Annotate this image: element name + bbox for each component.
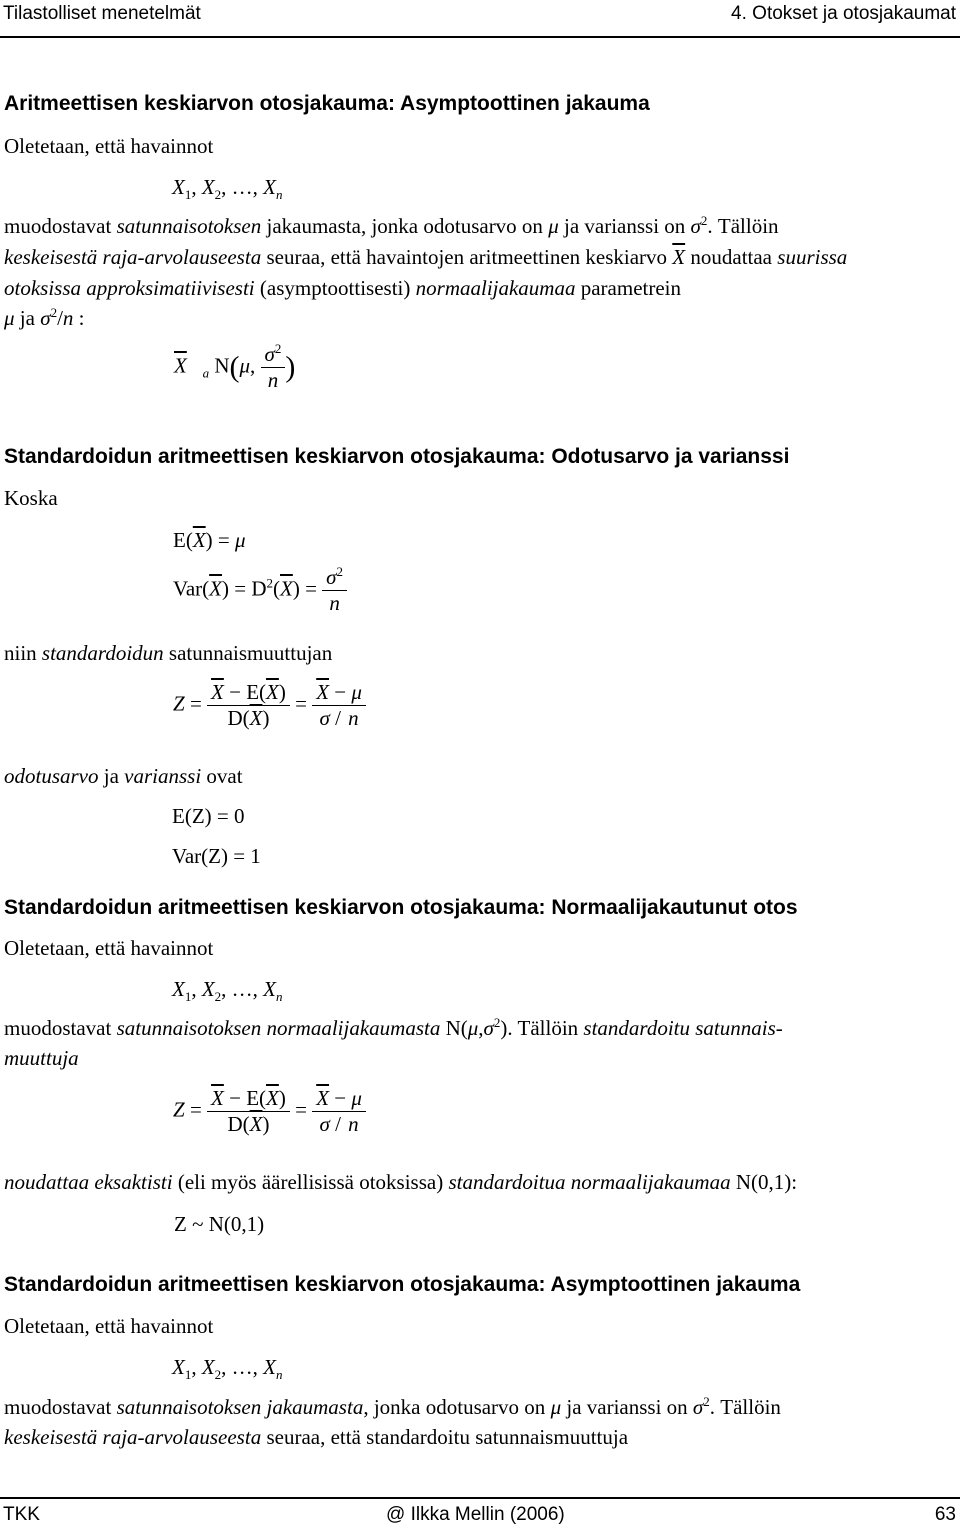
section-3-text-line-1: muodostavat satunnaisotoksen normaalijakaumasta $N(\mu,\sigma^2)$. Tällöin standardoitu satunnais- [4, 1015, 783, 1040]
section-3-text-line-2: muuttuja [4, 1046, 79, 1070]
footer-institution: TKK [3, 1504, 40, 1525]
page-number: 63 [934, 1504, 956, 1525]
expectation-of-z: E(Z) = 0 [172, 804, 245, 828]
section-1-asymptotic-formula: $\overline{X}$ $_a$ N(μ, $\frac{\sigma^2}{n}$ ) [174, 341, 296, 392]
section-1-text-line-4: μ ja $\sigma^2/n$ : [4, 305, 85, 330]
section-3-observations: $X_1$, $X_2$, …, $X_n$ [172, 977, 283, 1005]
expectation-formula: $E(\overline{X}) = \mu$ [173, 528, 246, 552]
section-1-intro: Oletetaan, että havainnot [4, 134, 214, 158]
section-2-heading: Standardoidun aritmeettisen keskiarvon otosjakauma: Odotusarvo ja varianssi [4, 445, 790, 468]
section-4-text-line-1: muodostavat satunnaisotoksen jakaumasta, jonka odotusarvo on μ ja varianssi on $\sigma^2$. Tällöin [4, 1394, 781, 1419]
header-rule [0, 36, 960, 38]
section-4-observations: $X_1$, $X_2$, …, $X_n$ [172, 1355, 283, 1383]
section-1-heading: Aritmeettisen keskiarvon otosjakauma: Asymptoottinen jakauma [4, 92, 650, 115]
variance-formula: $Var(\overline{X}) = D^2(\overline{X})$ = $\frac{\sigma^2}{n}$ [173, 565, 347, 616]
page-header [0, 0, 960, 36]
section-4-intro: Oletetaan, että havainnot [4, 1314, 214, 1338]
section-1-observations: $X_1$, $X_2$, …, $X_n$ [172, 175, 283, 203]
footer-rule [0, 1497, 960, 1499]
section-1-text-line-3: otoksissa approksimatiivisesti (asymptoottisesti) normaalijakaumaa parametrein [4, 276, 681, 300]
standardized-variable-formula: Z = $\frac{\overline{X} - E(\overline{X})}{D(\overline{X})}$ = $\frac{\overline{X} - \mu}{\sigma / n}$ [173, 680, 366, 731]
standard-normal-distribution: Z ~ N(0,1) [174, 1212, 265, 1236]
header-chapter-title: 4. Otokset ja otosjakaumat [731, 3, 956, 24]
standardized-variable-formula-normal: Z = $\frac{\overline{X} - E(\overline{X})}{D(\overline{X})}$ = $\frac{\overline{X} - \mu}{\sigma / n}$ [173, 1086, 366, 1137]
section-3-heading: Standardoidun aritmeettisen keskiarvon otosjakauma: Normaalijakautunut otos [4, 896, 798, 919]
section-2-text-line-2: odotusarvo ja varianssi ovat [4, 764, 243, 788]
section-1-text-line-1: muodostavat satunnaisotoksen jakaumasta, jonka odotusarvo on μ ja varianssi on $\sigma^2$. Tällöin [4, 213, 779, 238]
section-3-intro: Oletetaan, että havainnot [4, 936, 214, 960]
variance-of-z: Var(Z) = 1 [172, 844, 261, 868]
header-course-title: Tilastolliset menetelmät [3, 3, 201, 24]
section-2-intro: Koska [4, 486, 58, 510]
section-4-heading: Standardoidun aritmeettisen keskiarvon otosjakauma: Asymptoottinen jakauma [4, 1273, 801, 1296]
section-2-text-line-1: niin standardoidun satunnaismuuttujan [4, 641, 333, 665]
footer-author: @ Ilkka Mellin (2006) [386, 1504, 565, 1525]
section-4-text-line-2: keskeisestä raja-arvolauseesta seuraa, että standardoitu satunnaismuuttuja [4, 1425, 629, 1449]
section-3-text-line-3: noudattaa eksaktisti (eli myös äärellisissä otoksissa) standardoitua normaalijakaumaa N(0,1): [4, 1170, 798, 1194]
section-1-text-line-2: keskeisestä raja-arvolauseesta seuraa, että havaintojen aritmeettinen keskiarvo $\overline{X}$ noudattaa suurissa [4, 245, 848, 269]
